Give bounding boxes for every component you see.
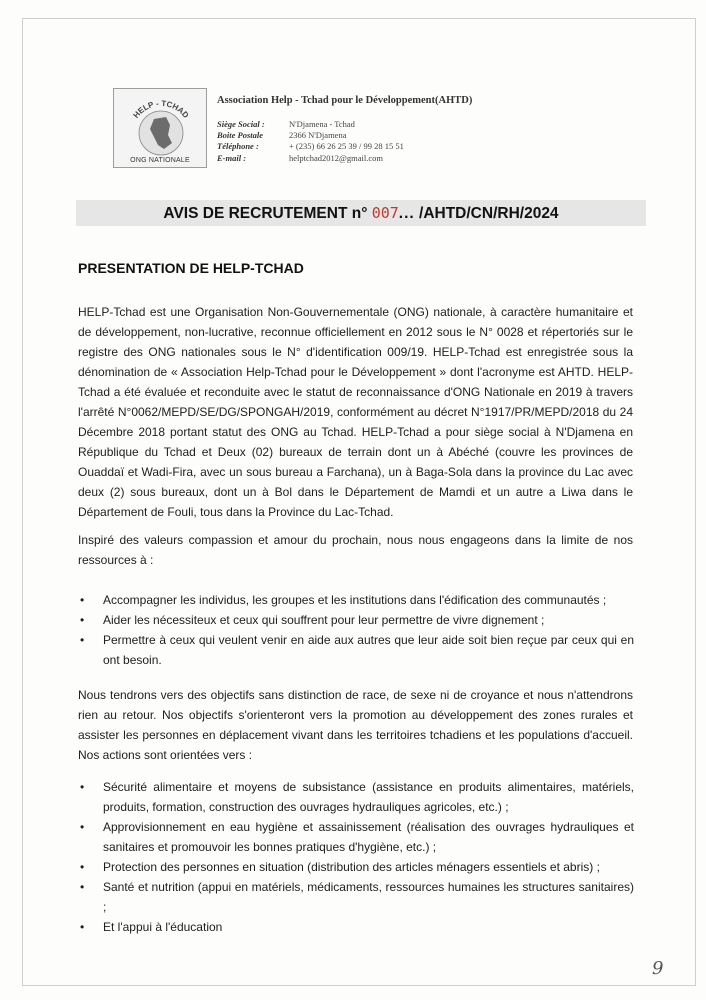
actions-list [78,777,634,937]
contact-label: Siège Social : [217,119,265,129]
bullet-icon: • [80,920,85,934]
list-item [78,857,634,877]
list-item [78,610,634,630]
list-item-text: Approvisionnement en eau hygiène et assainissement (réalisation des ouvrages hydrauliques et sanitaires et promouvoir les bonnes pratiques d'hygiène, etc.) ; [103,820,634,854]
paragraph-objectives: Nous tendrons vers des objectifs sans distinction de race, de sexe ni de croyance et nous n'attendrons rien au retour. Nos objectifs s'orienteront vers la promotion au développement des zones rurales et assister les personnes en déplacement vivant dans les territoires tchadiens et les populations d'accueil. Nos actions sont orientées vers : [78,688,633,762]
contact-block [217,119,404,164]
bullet-icon: • [80,820,85,834]
list-item-text: Sécurité alimentaire et moyens de subsistance (assistance en produits alimentaires, matériels, produits, formation, construction des ouvrages hydrauliques agricoles, etc.) ; [103,780,634,814]
list-item-text: Aider les nécessiteux et ceux qui souffrent pour leur permettre de vivre dignement ; [103,613,545,627]
contact-value: 2366 N'Djamena [289,130,347,141]
org-logo [113,88,207,168]
contact-value: + (235) 66 26 25 39 / 99 28 15 51 [289,141,404,152]
list-item-text: Et l'appui à l'éducation [103,920,223,934]
bullet-icon: • [80,860,85,874]
contact-row-siege [217,119,404,130]
bullet-icon: • [80,633,85,647]
list-item [78,630,634,670]
title-dots: ... [398,205,415,222]
list-item [78,877,634,917]
list-item [78,817,634,857]
bullet-icon: • [80,880,85,894]
bullet-icon: • [80,613,85,627]
contact-label: Boite Postale [217,130,264,141]
contact-row-email [217,153,404,164]
logo-caption: ONG NATIONALE [130,157,190,164]
list-item [78,590,634,610]
paragraph-presentation: HELP-Tchad est une Organisation Non-Gouvernementale (ONG) nationale, à caractère humanitaire et de développement, non-lucrative, reconnue officiellement en 2012 sous le N° 0028 et répertoriés sur le registre des ONG nationales sous le N° d'identification 009/19. HELP-Tchad est enregistrée sous la dénomination de « Association Help-Tchad pour le Développement » dont l'acronyme est AHTD. HELP-Tchad a été évaluée et reconduite avec le statut de reconnaissance d'ONG Nationale en 2019 à travers l'arrêté N°0062/MEPD/SE/DG/SPONGAH/2019, conformément au décret N°1917/PR/MEPD/2018 du 24 Décembre 2018 portant statut des ONG au Tchad. HELP-Tchad a pour siège social à N'Djamena en République du Tchad et Deux (02) bureaux de terrain dont un à Abéché (couvre les provinces de Ouaddaï et Wadi-Fira, avec un sous bureau a Farchana), un à Baga-Sola dans la province du Lac avec deux (2) sous bureaux, dont un à Bol dans le Département de Mamdi et un autre a Liwa dans le Département de Fouli, tous dans la Province du Lac-Tchad. [78,305,633,519]
contact-label: Téléphone : [217,141,259,152]
engagements-list [78,590,634,670]
page-number: 9 [652,958,664,979]
bullet-icon: • [80,780,85,794]
paragraph-values: Inspiré des valeurs compassion et amour du prochain, nous nous engageons dans la limite de nos ressources à : [78,533,633,567]
logo-arc-text: HELP - TCHAD [131,98,191,120]
title-prefix: AVIS DE RECRUTEMENT n° [163,205,372,222]
organization-name: Association Help - Tchad pour le Développement(AHTD) [217,95,473,106]
document-title [76,204,646,223]
section-heading: PRESENTATION DE HELP-TCHAD [78,260,304,276]
list-item [78,917,634,937]
contact-value: N'Djamena - Tchad [289,119,355,129]
contact-row-phone [217,141,404,152]
list-item-text: Permettre à ceux qui veulent venir en aide aux autres que leur aide soit bien reçue par ceux qui en ont besoin. [103,633,634,667]
contact-value: helptchad2012@gmail.com [289,152,383,163]
list-item-text: Protection des personnes en situation (distribution des articles ménagers essentiels et abris) ; [103,860,600,874]
contact-label: E-mail : [217,152,247,163]
title-suffix: /AHTD/CN/RH/2024 [414,205,559,222]
contact-row-bp [217,130,404,141]
bullet-icon: • [80,593,85,607]
list-item-text: Accompagner les individus, les groupes et les institutions dans l'édification des communautés ; [103,593,607,607]
list-item-text: Santé et nutrition (appui en matériels, médicaments, ressources humaines les structures sanitaires) ; [103,880,634,914]
handwritten-number: 007 [371,204,399,222]
list-item [78,777,634,817]
